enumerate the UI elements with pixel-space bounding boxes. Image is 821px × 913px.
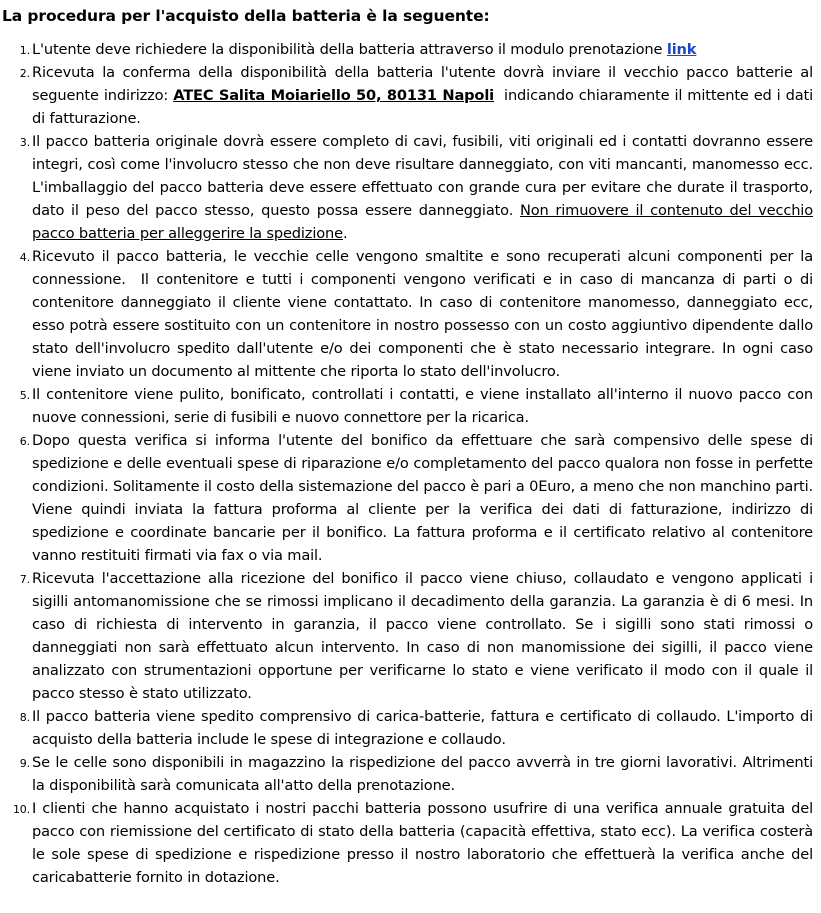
list-item-6 — [2, 429, 813, 567]
list-item-2 — [2, 61, 818, 130]
list-item-10 — [2, 797, 813, 889]
list-item-7 — [2, 567, 813, 705]
item-number: 6. — [19, 435, 30, 448]
item-text: Se le celle sono disponibili in magazzino la rispedizione del pacco avverrà in tre giorni lavorativi. Altrimenti la disponibilità sarà comunicata all'atto della prenotazione. — [32, 754, 813, 794]
item-text-after: . — [342, 225, 348, 242]
item-text: Il contenitore viene pulito, bonificato, controllati i contatti, e viene installato all'interno il nuovo pacco con nuove connessioni, serie di fusibili e nuovo connettore per la ricarica. — [32, 386, 813, 426]
item-number: 7. — [19, 573, 30, 586]
item-text: Il pacco batteria viene spedito comprensivo di carica-batterie, fattura e certificato di collaudo. L'importo di acquisto della batteria include le spese di integrazione e collaudo. — [32, 708, 813, 748]
list-item-4 — [2, 245, 818, 383]
item-number: 9. — [19, 757, 30, 770]
item-text: I clienti che hanno acquistato i nostri pacchi batteria possono usufrire di una verifica annuale gratuita del pacco con riemissione del certificato di stato della batteria (capacità effettiva, stato ecc). La verifica costerà le sole spese di spedizione e rispedizione presso il nostro laboratorio che effettuerà la verifica anche del caricabatterie fornito in dotazione. — [32, 800, 813, 886]
list-item-9 — [2, 751, 813, 797]
page-heading: La procedura per l'acquisto della batteria è la seguente: — [2, 7, 490, 25]
underlined-warning: Non rimuovere il contenuto del vecchio pacco batteria per alleggerire la spedizione — [32, 202, 813, 242]
item-number: 8. — [19, 711, 30, 724]
item-text: L'utente deve richiedere la disponibilità della batteria attraverso il modulo prenotazione — [32, 41, 667, 58]
list-item-8 — [2, 705, 813, 751]
list-item-3 — [2, 130, 813, 245]
item-number: 5. — [19, 389, 30, 402]
item-number: 4. — [19, 251, 30, 264]
item-text: Ricevuta la conferma della disponibilità della batteria l'utente dovrà inviare il vecchio pacco batterie al seguente indirizzo: — [32, 64, 813, 104]
item-text: Il pacco batteria originale dovrà essere completo di cavi, fusibili, viti originali ed i contatti dovranno essere integri, così come l'involucro stesso che non deve risultare danneggiato, con viti mancanti, manomesso ecc. L'imballaggio del pacco batteria deve essere effettuato con grande cura per evitare che durate il trasporto, dato il peso del pacco stesso, questo possa essere danneggiato. — [32, 133, 813, 219]
item-text: Ricevuta l'accettazione alla ricezione del bonifico il pacco viene chiuso, collaudato e vengono applicati i sigilli antomanomissione che se rimossi implicano il decadimento della garanzia. La garanzia è di 6 mesi. In caso di richiesta di intervento in garanzia, il pacco viene controllato. Se i sigilli sono stati rimossi o danneggiati non sarà effettuato alcun intervento. In caso di non manomissione dei sigilli, il pacco viene analizzato con strumentazioni opportune per verificarne lo stato e viene verificato il modo con il quale il pacco stesso è stato utilizzato. — [32, 570, 813, 702]
item-number: 3. — [19, 136, 30, 149]
shipping-address: ATEC Salita Moiariello 50, 80131 Napoli — [173, 87, 495, 104]
list-item-5 — [2, 383, 813, 429]
list-item-1 — [2, 38, 813, 61]
item-number: 1. — [19, 44, 30, 57]
item-text-after: indicando chiaramente il mittente ed i dati di fatturazione. — [32, 87, 818, 127]
procedure-list — [2, 38, 818, 889]
item-number: 2. — [19, 67, 30, 80]
booking-form-link[interactable]: link — [666, 41, 697, 58]
item-text: Ricevuto il pacco batteria, le vecchie celle vengono smaltite e sono recuperati alcuni componenti per la connessione. Il contenitore e tutti i componenti vengono verificati e in caso di mancanza di parti o di contenitore danneggiato il cliente viene contattato. In caso di contenitore manomesso, danneggiato ecc, esso potrà essere sostituito con un contenitore in nostro possesso con un costo aggiuntivo dipendente dallo stato dell'involucro spedito dall'utente e/o dei componenti che è stato necessario integrare. In ogni caso viene inviato un documento al mittente che riporta lo stato dell'involucro. — [32, 248, 818, 380]
item-number: 10. — [12, 803, 30, 816]
item-text: Dopo questa verifica si informa l'utente del bonifico da effettuare che sarà compensivo delle spese di spedizione e delle eventuali spese di riparazione e/o completamento del pacco qualora non fosse in perfette condizioni. Solitamente il costo della sistemazione del pacco è pari a 0Euro, a meno che non manchino parti. Viene quindi inviata la fattura proforma al cliente per la verifica dei dati di fatturazione, indirizzo di spedizione e coordinate bancarie per il bonifico. La fattura proforma e il certificato relativo al contenitore vanno restituiti firmati via fax o via mail. — [32, 432, 813, 564]
